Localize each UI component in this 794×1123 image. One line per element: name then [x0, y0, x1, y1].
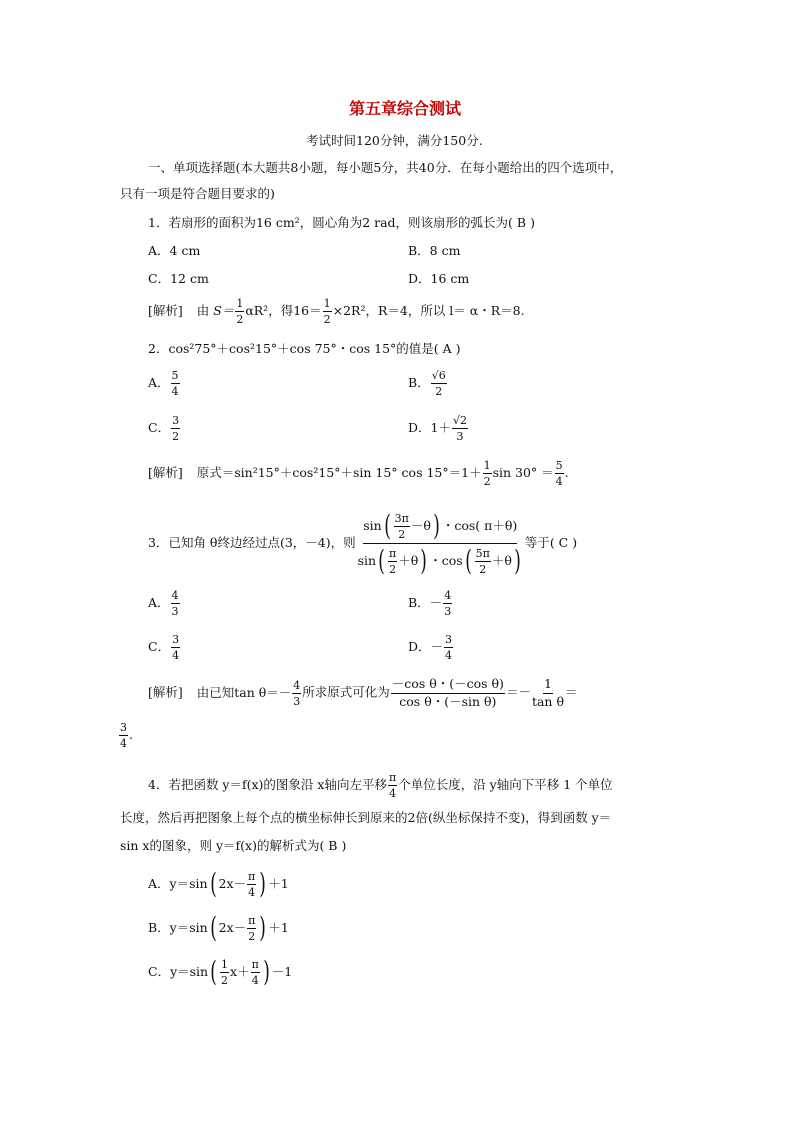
paren: (	[209, 867, 217, 900]
q3-big-fraction	[357, 509, 523, 577]
analysis-text: ＝	[564, 684, 578, 700]
q3-stem	[148, 509, 578, 577]
fraction	[431, 370, 447, 397]
analysis-text: 原式＝sin²15°＋cos²15°＋sin 15° cos 15°＝1＋	[196, 465, 482, 480]
fraction	[452, 415, 468, 442]
denominator: 4	[251, 973, 259, 987]
option-text: ＋1	[268, 875, 289, 891]
q4-option-a	[148, 867, 289, 900]
q2-option-b	[408, 370, 448, 397]
q3-numerator	[363, 509, 518, 544]
numerator: 4	[171, 589, 179, 602]
q3-option-c	[148, 634, 181, 661]
q3-option-b	[408, 590, 453, 617]
numerator: 4	[444, 589, 452, 602]
denominator: 2	[323, 313, 331, 326]
expr: ＋θ	[491, 552, 512, 568]
analysis-label: [解析]	[148, 303, 183, 318]
denominator: 4	[172, 649, 180, 662]
denominator: 3	[293, 694, 301, 708]
numerator: 5	[555, 459, 563, 472]
q1-stem: 1．若扇形的面积为16 cm²，圆心角为2 rad，则该扇形的弧长为( B )	[148, 215, 535, 230]
analysis-label: [解析]	[148, 684, 183, 700]
paren: )	[514, 544, 521, 577]
q1-option-c: C．12 cm	[148, 271, 209, 286]
option-text: －1	[271, 963, 293, 979]
numerator: √6	[431, 369, 446, 382]
option-text: 2x－	[218, 919, 247, 935]
fraction	[555, 460, 564, 487]
stem-text: 4．若把函数 y＝f(x)的图象沿 x轴向左平移	[148, 777, 387, 792]
fraction	[388, 772, 397, 799]
numerator: √2	[452, 414, 467, 427]
denominator: 3	[456, 430, 464, 443]
fraction	[171, 590, 180, 617]
fraction	[247, 871, 256, 898]
expr: sin	[357, 552, 377, 568]
fraction	[171, 415, 180, 442]
numerator: 3	[120, 721, 127, 734]
option-text: 2x－	[218, 875, 247, 891]
numerator: π	[389, 546, 397, 560]
fraction	[388, 548, 397, 575]
analysis-text: 所求原式可化为	[302, 684, 390, 700]
paren: (	[383, 509, 391, 542]
option-text: ＋1	[268, 919, 289, 935]
option-label: C．	[148, 639, 171, 654]
fraction	[323, 298, 332, 325]
fraction	[119, 722, 128, 749]
denominator: 2	[172, 430, 180, 443]
numerator: 1	[236, 297, 244, 310]
paren: )	[259, 867, 266, 900]
analysis-label: [解析]	[148, 465, 183, 480]
analysis-text: αR²，得16＝	[245, 303, 322, 318]
analysis-text: ×2R²，R＝4，所以 l＝ α・R＝8.	[332, 303, 525, 318]
paren: )	[433, 509, 440, 542]
expr: ＋θ	[398, 552, 419, 568]
paren: )	[263, 955, 270, 988]
option-text: B．y＝sin	[148, 919, 208, 935]
numerator: π	[248, 913, 256, 927]
exam-info: 考试时间120分钟，满分150分.	[306, 133, 483, 148]
expr: ・cos	[429, 552, 463, 568]
q4-option-b	[148, 911, 289, 944]
page-title: 第五章综合测试	[349, 99, 462, 118]
analysis-text: sin 30° ＝	[492, 465, 554, 480]
numerator: 1	[323, 297, 331, 310]
q2-option-a	[148, 370, 181, 397]
expr: sin	[363, 517, 382, 533]
paren: (	[209, 911, 217, 944]
numerator: 5	[171, 369, 179, 382]
denominator: 2	[236, 313, 244, 326]
analysis-text: 由已知tan θ＝－	[196, 684, 292, 700]
option-label: D．－	[408, 639, 444, 654]
denominator: 4	[445, 649, 453, 662]
denominator: 2	[221, 973, 229, 987]
fraction	[251, 959, 260, 986]
paren: (	[464, 544, 472, 577]
q4-stem-line1	[148, 772, 613, 799]
fraction	[394, 513, 410, 540]
option-text: C．y＝sin	[148, 963, 209, 979]
q3-option-a	[148, 590, 181, 617]
fraction	[443, 590, 452, 617]
numerator: π	[251, 957, 259, 971]
numerator: 3	[172, 633, 180, 646]
fraction	[444, 634, 453, 661]
q3-denominator	[358, 544, 523, 575]
denominator: 4	[248, 885, 256, 899]
expr: ・cos( π＋θ)	[441, 517, 518, 533]
q4-stem-line3: sin x的图象，则 y＝f(x)的解析式为( B )	[120, 838, 347, 853]
option-label: D．1＋	[408, 420, 451, 435]
fraction	[532, 678, 564, 708]
analysis-text: ＝－	[505, 684, 531, 700]
paren: (	[378, 544, 385, 577]
fraction	[235, 298, 244, 325]
option-label: B．	[408, 375, 430, 390]
q4-option-c	[148, 955, 293, 988]
numerator: 5π	[475, 546, 490, 560]
numerator: π	[388, 771, 397, 784]
option-label: B．－	[408, 595, 443, 610]
fraction	[483, 460, 492, 487]
paren: )	[259, 911, 267, 944]
fraction	[292, 680, 301, 707]
analysis-text: 由	[196, 303, 210, 318]
q1-option-d: D．16 cm	[408, 271, 470, 286]
denominator: 4	[389, 787, 397, 800]
denominator: 2	[389, 562, 397, 576]
stem-text: 个单位长度，沿 y轴向下平移 1 个单位	[398, 777, 613, 792]
denominator: 2	[483, 475, 491, 488]
denominator: 2	[248, 929, 256, 943]
q2-option-c	[148, 415, 181, 442]
numerator: 4	[293, 678, 301, 692]
fraction	[391, 678, 505, 708]
option-label: A．	[148, 595, 170, 610]
analysis-text: .	[129, 727, 133, 742]
fraction	[220, 959, 229, 986]
q2-option-d	[408, 415, 469, 442]
numerator: 1	[483, 459, 491, 472]
q4-stem-line2: 长度，然后再把图象上每个点的横坐标伸长到原来的2倍(纵坐标保持不变)，得到函数 y＝	[120, 810, 612, 825]
option-text: A．y＝sin	[148, 875, 208, 891]
q3-stem-post: 等于( C )	[524, 535, 578, 551]
paren: (	[210, 955, 217, 988]
denominator: cos θ・(－sin θ)	[399, 693, 497, 709]
expr: －θ	[410, 517, 431, 533]
paren: )	[420, 544, 428, 577]
q3-analysis	[148, 678, 578, 708]
q1-option-a: A．4 cm	[148, 243, 201, 258]
fraction	[171, 370, 180, 397]
q1-analysis	[148, 298, 525, 325]
numerator: 3π	[394, 511, 409, 525]
section-heading-line1: 一、单项选择题(本大题共8小题，每小题5分，共40分．在每小题给出的四个选项中，	[148, 160, 623, 175]
numerator: 1	[543, 678, 553, 694]
denominator: 4	[555, 475, 563, 488]
numerator: π	[248, 869, 256, 883]
option-label: A．	[148, 375, 170, 390]
fraction	[475, 548, 491, 575]
denominator: 2	[398, 527, 406, 541]
q3-stem-pre: 3．已知角 θ终边经过点(3，－4)，则	[148, 535, 356, 551]
analysis-text: .	[564, 465, 569, 480]
q1-option-b: B．8 cm	[408, 243, 461, 258]
numerator: 3	[445, 633, 453, 646]
q3-option-d	[408, 634, 454, 661]
denominator: 2	[435, 385, 443, 398]
denominator: 3	[171, 605, 179, 618]
analysis-text: S＝	[213, 303, 235, 318]
denominator: tan θ	[531, 693, 564, 709]
option-text: x＋	[230, 963, 250, 979]
denominator: 3	[444, 605, 452, 618]
denominator: 4	[120, 737, 127, 750]
fraction	[247, 915, 256, 942]
q3-analysis-cont	[118, 722, 133, 749]
numerator: 3	[172, 414, 180, 427]
numerator: －cos θ・(－cos θ)	[391, 678, 505, 694]
denominator: 2	[479, 562, 487, 576]
q2-stem: 2．cos²75°＋cos²15°＋cos 75°・cos 15°的值是( A )	[148, 341, 461, 356]
denominator: 4	[171, 385, 179, 398]
fraction	[171, 634, 180, 661]
option-label: C．	[148, 420, 171, 435]
section-heading-line2: 只有一项是符合题目要求的)	[120, 186, 275, 201]
numerator: 1	[221, 957, 229, 971]
q2-analysis	[148, 460, 569, 487]
